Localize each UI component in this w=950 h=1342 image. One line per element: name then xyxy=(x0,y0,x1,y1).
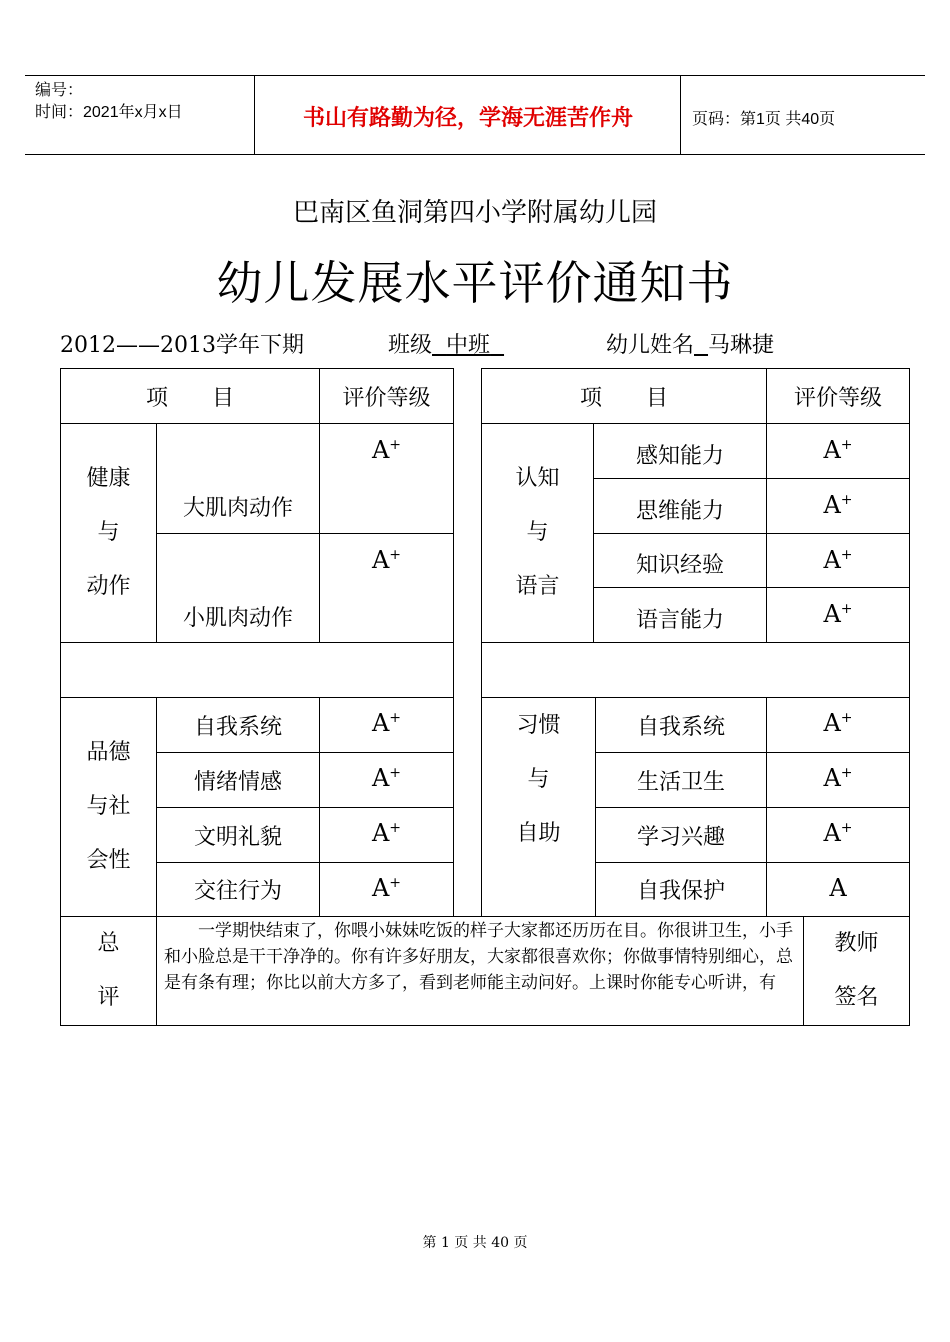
item-knowledge: 知识经验 xyxy=(635,553,724,578)
page-footer: 第 1 页 共 40 页 xyxy=(422,1235,528,1251)
col-item-header: 项 目 xyxy=(579,385,668,411)
class-field xyxy=(388,328,504,359)
grade-value: A+ xyxy=(371,546,402,574)
col-grade-header: 评价等级 xyxy=(793,385,882,411)
grade-value: A+ xyxy=(823,491,853,519)
child-name-value xyxy=(694,333,708,358)
header-meta xyxy=(35,80,183,124)
item-language: 语言能力 xyxy=(635,607,724,633)
item-manners: 文明礼貌 xyxy=(193,824,282,850)
document-title: 幼儿发展水平评价通知书 xyxy=(216,256,734,310)
item-emotions: 情绪情感 xyxy=(193,769,282,795)
class-value: 中班 xyxy=(446,333,491,358)
child-name-label: 幼儿姓名 xyxy=(606,333,695,358)
grade-value: A+ xyxy=(823,709,853,737)
item-fine-motor: 小肌肉动作 xyxy=(182,605,293,631)
item-self-system: 自我系统 xyxy=(193,714,282,740)
item-self-protection: 自我保护 xyxy=(636,879,725,904)
grade-value: A+ xyxy=(823,436,853,464)
category-health: 健康 与 动作 xyxy=(86,466,131,599)
teacher-comment: 一学期快结束了，你喂小妹妹吃饭的样子大家都还历历在目。你很讲卫生，小手和小脸总是干干净净的。你有许多好朋友，大家都很喜欢你；你做事情特别细心，总是有条有理；你比以前大方多了，看到老师能主动问好。上课时你能专心听讲，有 xyxy=(164,921,793,993)
header-page-info: 页码：第1页 共40页 xyxy=(692,111,836,128)
item-learning-interest: 学习兴趣 xyxy=(636,824,725,850)
item-self-system: 自我系统 xyxy=(636,714,725,740)
time-label: 时间：2021年x月x日 xyxy=(35,104,183,121)
header-bottom-rule xyxy=(25,154,925,155)
header-motto: 书山有路勤为径，学海无涯苦作舟 xyxy=(302,106,633,131)
grade-value: A+ xyxy=(371,709,402,737)
header-divider xyxy=(680,75,681,155)
summary-label: 总 评 xyxy=(97,931,120,1010)
header-top-rule xyxy=(25,75,925,76)
category-habits: 习惯 与 自助 xyxy=(516,713,561,846)
blank-row xyxy=(60,642,454,698)
item-gross-motor: 大肌肉动作 xyxy=(182,495,293,521)
grade-value: A+ xyxy=(371,874,402,902)
grade-value: A+ xyxy=(823,600,853,628)
doc-number-label: 编号： xyxy=(35,82,84,99)
blank-row xyxy=(481,642,910,698)
grade-value: A+ xyxy=(823,546,853,574)
grade-value: A+ xyxy=(823,764,853,792)
category-morality: 品德 与社 会性 xyxy=(86,740,131,873)
child-name-field: 幼儿姓名 马琳捷 xyxy=(606,333,775,358)
category-cognition: 认知 与 语言 xyxy=(515,466,560,599)
grade-value: A xyxy=(829,874,847,902)
school-name: 巴南区鱼洞第四小学附属幼儿园 xyxy=(292,198,657,228)
grade-value: A+ xyxy=(823,819,853,847)
grade-value: A+ xyxy=(371,764,402,792)
grade-value: A+ xyxy=(371,436,402,464)
header-divider xyxy=(254,75,255,155)
col-grade-header: 评价等级 xyxy=(342,385,431,411)
item-perception: 感知能力 xyxy=(635,443,724,469)
item-hygiene: 生活卫生 xyxy=(636,769,725,795)
term: 2012——2013学年下期 xyxy=(60,333,304,358)
class-label: 班级 xyxy=(388,333,433,358)
item-thinking: 思维能力 xyxy=(635,498,724,524)
col-item-header: 项 目 xyxy=(145,385,234,411)
teacher-signature-label: 教师 签名 xyxy=(834,931,879,1010)
grade-value: A+ xyxy=(371,819,402,847)
item-interaction: 交往行为 xyxy=(193,879,282,904)
